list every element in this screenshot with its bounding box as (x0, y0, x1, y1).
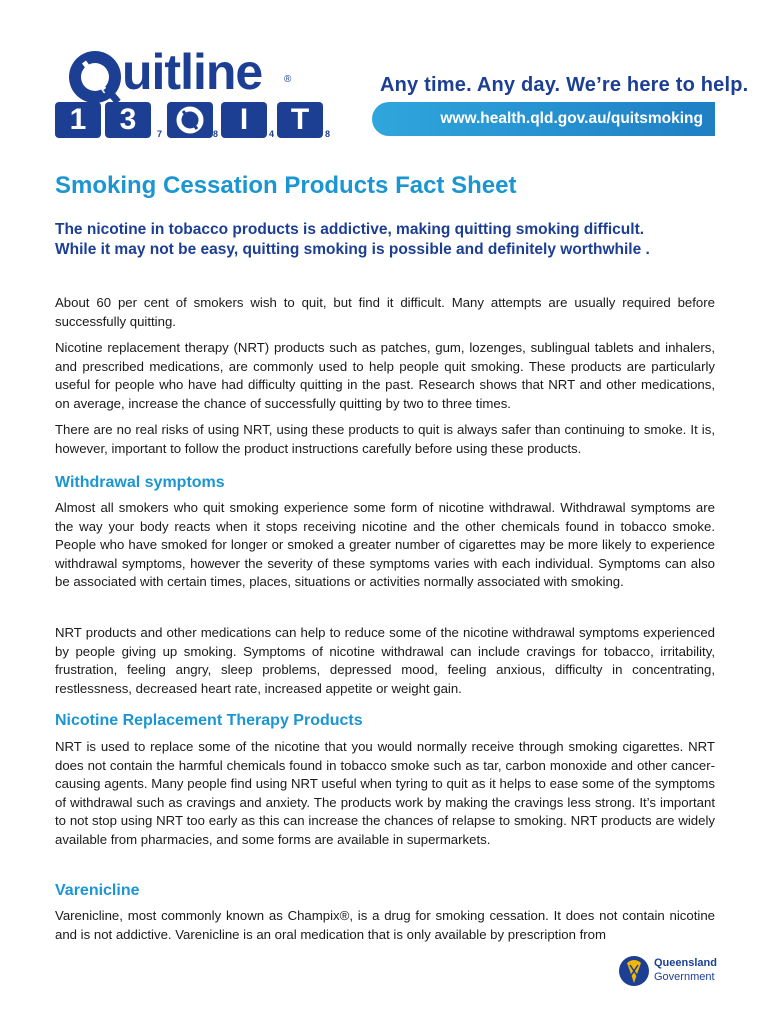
body-paragraph: Varenicline, most commonly known as Champix®, is a drug for smoking cessation. It does not contain nicotine and is not addictive. Varenicline is an oral medication that is only available by prescription from (55, 908, 715, 942)
org-subtitle: Government (654, 971, 715, 983)
number-box: T (277, 102, 323, 138)
phone-number-13quit (55, 102, 330, 138)
sub-digit: 8 (325, 129, 331, 139)
sub-digit: 4 (269, 129, 275, 139)
body-paragraph: NRT is used to replace some of the nicotine that you would normally receive through smoking cigarettes. NRT does not contain the harmful chemicals found in tobacco smoke such as tar, carbon monoxide and other cancer-causing agents. Many people find using NRT useful when tyring to quit as it helps to ease some of the symptoms of withdrawal such as cravings and anxiety. The products work by making the cravings less strong. It’s important to not stop using NRT too early as this can increase the chances of relapse to smoking. NRT products are widely available from pharmacies, and some forms are available in supermarkets. (55, 739, 715, 847)
queensland-crest-icon (618, 953, 650, 989)
url-banner (372, 102, 715, 136)
page-title: Smoking Cessation Products Fact Sheet (55, 172, 517, 199)
org-name: Queensland (654, 957, 717, 969)
section-heading-nrt: Nicotine Replacement Therapy Products (55, 712, 363, 729)
number-box: 1 (55, 102, 101, 138)
number-box: I (221, 102, 267, 138)
quitline-wordmark: uitline (122, 44, 263, 100)
intro-statement: The nicotine in tobacco products is addictive, making quitting smoking difficult. While it may not be easy, quitting smoking is possible and definitely worthwhile . (55, 221, 650, 258)
tagline: Any time. Any day. We’re here to help. (380, 74, 749, 96)
q-box-icon (167, 102, 213, 138)
body-paragraph: About 60 per cent of smokers wish to quit, but find it difficult. Many attempts are usually required before successfully quitting. (55, 295, 715, 329)
queensland-government-logo (618, 953, 728, 993)
body-paragraph: NRT products and other medications can help to reduce some of the nicotine withdrawal symptoms experienced by people giving up smoking. Symptoms of nicotine withdrawal can include cravings for tobacco, irritability, frustration, feeling angry, sleep problems, depressed mood, feeling anxious, difficulty in concentrating, restlessness, decreased heart rate, increased appetite or weight gain. (55, 625, 715, 696)
quitline-q-icon (66, 48, 124, 106)
body-paragraph: There are no real risks of using NRT, using these products to quit is always safer than continuing to smoke. It is, however, important to follow the product instructions carefully before using these products. (55, 422, 715, 456)
sub-digit: 7 (157, 129, 163, 139)
body-paragraph: Nicotine replacement therapy (NRT) products such as patches, gum, lozenges, sublingual tablets and inhalers, and prescribed medications, are commonly used to help people quit smoking. These products are particularly useful for people who have had difficulty quitting in the past. Research shows that NRT and other medications, on average, increase the chance of successfully quitting by two to three times. (55, 340, 715, 411)
website-link[interactable]: www.health.qld.gov.au/quitsmoking (440, 110, 703, 127)
quitline-logo (66, 40, 326, 100)
number-box: 3 (105, 102, 151, 138)
body-paragraph: Almost all smokers who quit smoking experience some form of nicotine withdrawal. Withdrawal symptoms are the way your body reacts when it stops receiving nicotine and the other chemicals found in tobacco smoke. People who have smoked for longer or smoked a greater number of cigarettes may be more likely to experience withdrawal symptoms, however the severity of these symptoms varies with each individual. Symptoms can also be associated with certain times, places, situations or activities normally associated with smoking. (55, 500, 715, 590)
section-heading-withdrawal: Withdrawal symptoms (55, 474, 225, 491)
registered-mark: ® (284, 74, 292, 85)
section-heading-varenicline: Varenicline (55, 882, 140, 899)
sub-digit: 8 (213, 129, 219, 139)
